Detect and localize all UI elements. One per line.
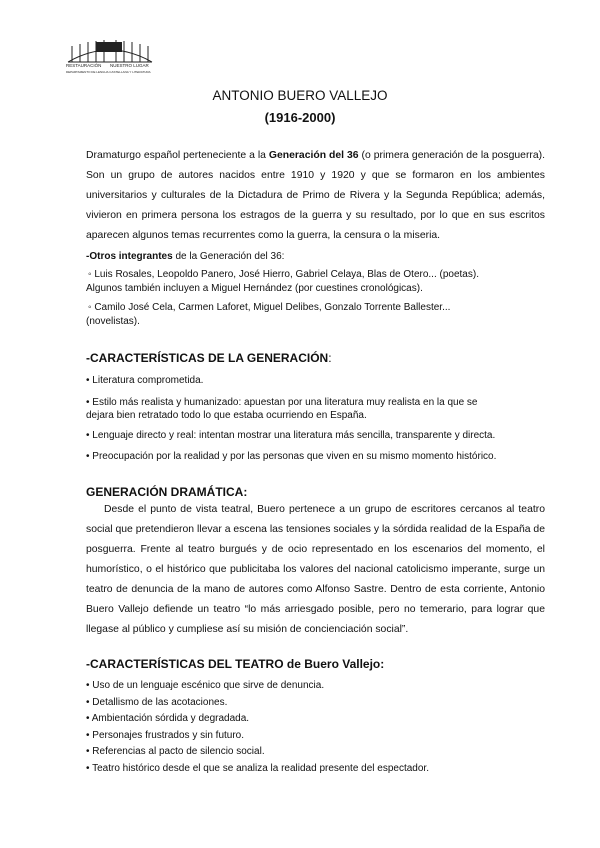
list-item: • Lenguaje directo y real: intentan mostrar una literatura más sencilla, transparente y directa.: [86, 430, 496, 441]
dramatica-paragraph: [86, 500, 545, 640]
otros-item-1-line-2: Algunos también incluyen a Miguel Hernández (por cuestines cronológicas).: [86, 283, 423, 294]
otros-heading: [86, 249, 284, 264]
otros-item-1-line-1: ◦ Luis Rosales, Leopoldo Panero, José Hierro, Gabriel Celaya, Blas de Otero... (poetas).: [88, 269, 479, 280]
heading-text: -CARACTERÍSTICAS DE LA GENERACIÓN: [86, 351, 329, 365]
section-heading-teatro: -CARACTERÍSTICAS DEL TEATRO de Buero Vallejo:: [86, 657, 385, 671]
logo-text: RESTAURACIÓN: [66, 63, 102, 68]
section-heading-generacion: [86, 351, 332, 365]
intro-pre: Dramaturgo español perteneciente a la: [86, 150, 269, 161]
list-item: • Personajes frustrados y sin futuro.: [86, 729, 245, 741]
list-item: • Teatro histórico desde el que se analiza la realidad presente del espectador.: [86, 762, 429, 774]
page-title: ANTONIO BUERO VALLEJO: [212, 88, 388, 103]
intro-bold: Generación del 36: [268, 150, 359, 161]
intro-post: (o primera generación de la posguerra). Son un grupo de autores nacidos entre 1910 y 1920 y que se formaron en los ambientes universitarios y culturales de la Dictadura de Primo de Rivera y la Segunda República; además, vivieron en primera persona los estragos de la guerra y su resultado, por lo que en sus escritos aparecen algunos temas recurrentes como la guerra, la censura o la miseria.: [86, 150, 546, 241]
otros-item-2-line-1: ◦ Camilo José Cela, Carmen Laforet, Miguel Delibes, Gonzalo Torrente Ballester...: [88, 302, 451, 313]
list-item: • Detallismo de las acotaciones.: [86, 696, 228, 708]
heading-colon: :: [328, 351, 332, 365]
list-item: • Preocupación por la realidad y por las personas que viven en su mismo momento histórico.: [86, 451, 497, 462]
teatro-list: [86, 678, 429, 777]
list-item: • Uso de un lenguaje escénico que sirve de denuncia.: [86, 680, 325, 691]
list-item: • Estilo más realista y humanizado: apuestan por una literatura muy realista en la que se: [86, 397, 478, 408]
list-item-continuation: dejara bien retratado todo lo que estaba ocurriendo en España.: [86, 410, 367, 421]
list-item: • Ambientación sórdida y degradada.: [86, 713, 250, 724]
list-item: • Literatura comprometida.: [86, 375, 204, 386]
otros-item-2-line-2: (novelistas).: [86, 316, 140, 327]
otros-label: -Otros integrantes: [86, 251, 173, 262]
list-item: • Referencias al pacto de silencio social.: [86, 746, 265, 757]
section-heading-dramatica: GENERACIÓN DRAMÁTICA:: [86, 485, 248, 499]
logo-text-2: NUESTRO LUGAR: [110, 63, 149, 68]
intro-paragraph: [86, 146, 545, 246]
page-subtitle-years: (1916-2000): [264, 110, 336, 125]
department-logo: [62, 36, 158, 76]
dramatica-text: Desde el punto de vista teatral, Buero pertenece a un grupo de escritores cercanos al teatro social que pretendieron llevar a escena las tensiones sociales y la sórdida realidad de la España de posguerra. Frente al teatro burgués y de ocio representado en los escenarios del momento, el humorístico, o el histórico que publicitaba los valores del nacional catolicismo imperante, surge un teatro de denuncia de la mano de autores como Alfonso Sastre. Dentro de esta corriente, Antonio Buero Vallejo defiende un teatro “lo más arriesgado posible, pero no temerario, para lograr que llegase al público y cumpliese así su misión de concienciación social”.: [86, 504, 545, 635]
otros-rest: de la Generación del 36:: [172, 251, 285, 262]
logo-subtitle: DEPARTAMENTO DE LENGUA CASTELLANA Y LITERATURA: [66, 70, 151, 74]
